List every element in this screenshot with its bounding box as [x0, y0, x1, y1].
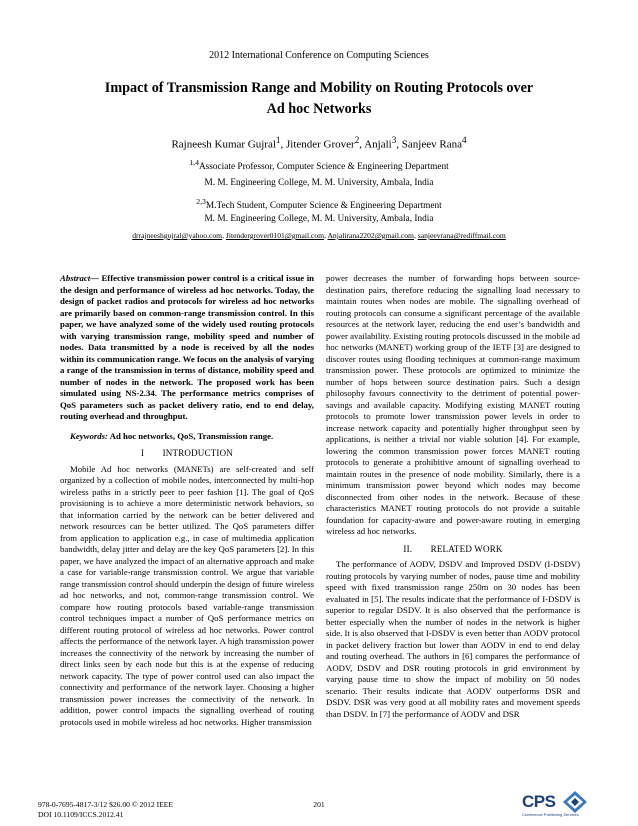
paper-title: [60, 78, 578, 120]
abstract: [60, 273, 314, 423]
footer-doi: DOI 10.1109/ICCS.2012.41: [38, 810, 124, 819]
section-heading-introduction: I INTRODUCTION: [141, 448, 233, 458]
keywords-text: Ad hoc networks, QoS, Transmission range.: [107, 430, 274, 441]
author-4: Sanjeev Rana: [401, 138, 462, 151]
email-link-1[interactable]: drrajneeshgujral@yahoo.com: [132, 231, 223, 240]
keywords: [60, 431, 314, 443]
author-4-sup: 4: [461, 135, 467, 145]
affiliation-text-1: Associate Professor, Computer Science & Engineering Department: [198, 162, 449, 173]
author-2-sup: 2: [354, 135, 360, 145]
abstract-text: — Effective transmission power control is a critical issue in the design and performance of wireless ad hoc networks. Today, the design of packet radios and protocols for wireless ad hoc networks are primarily based on common-range transmission control. In this paper, we have analyzed some of the widely used routing protocols with varying transmission range, mobility speed and number of nodes. Data transmitted by a node is received by all the nodes within its communication range. We focus on the analysis of varying a range of the transmission in terms of distance, mobility speed and number of nodes in the network. The proposed work has been simulated using NS-2.34. The performance metrics comprises of QoS parameters such as packet delivery ratio, end to end delay, routing overhead and throughput.: [60, 273, 314, 421]
cps-logo-text: CPS: [522, 792, 556, 811]
section-heading-related-work: II. RELATED WORK: [403, 543, 503, 554]
abstract-label: Abstract: [60, 273, 91, 283]
affiliation-sup-1: 1,4: [189, 158, 199, 167]
author-1: Rajneesh Kumar Gujral: [171, 138, 276, 151]
author-3: Anjali: [364, 138, 392, 151]
author-2: Jitender Grover: [285, 138, 355, 151]
email-link-2[interactable]: Jitendergrover0101@gmail.com: [225, 231, 325, 240]
title-line-2: Ad hoc Networks: [266, 101, 372, 117]
affiliation-line-2: M. M. Engineering College, M. M. University, Ambala, India: [204, 178, 434, 188]
affiliation-sup-2: 2,3: [196, 197, 206, 206]
author-sep: ,: [396, 138, 402, 151]
affiliation-line-4: M. M. Engineering College, M. M. University, Ambala, India: [204, 214, 434, 224]
email-list: drrajneeshgujral@yahoo.com, Jitendergrover0101@gmail.com, Anjalirana2202@gmail.com, sanjeevrana@rediffmail.com: [132, 231, 506, 240]
email-link-4[interactable]: sanjeevrana@rediffmail.com: [417, 231, 506, 240]
author-sep: ,: [280, 138, 286, 151]
cps-logo-icon: [560, 790, 590, 814]
email-link-3[interactable]: Anjalirana2202@gmail.com: [327, 231, 414, 240]
page-number: 201: [313, 800, 325, 809]
affiliation-line-3: [0, 197, 638, 211]
right-column: [326, 273, 580, 720]
cps-logo: [522, 790, 594, 820]
cps-logo-subtitle: Conference Publishing Services: [522, 812, 579, 817]
author-sep: ,: [359, 138, 365, 151]
affiliation-line-1: [0, 158, 638, 172]
title-line-1: Impact of Transmission Range and Mobility on Routing Protocols over: [104, 80, 534, 96]
related-work-paragraph: The performance of AODV, DSDV and Improved DSDV (I-DSDV) routing protocols by varying number of nodes, pause time and mobility speed with fixed transmission range 250m on 30 nodes has been evaluated in [5]. The results indicate that the performance of I-DSDV is superior to regular DSDV. It is also observed that the performance is better especially when the number of nodes in the network is higher side. It is also observed that I-DSDV is even better than AODV protocol in packet delivery fraction but lower than AODV in end to end delay and routing overhead. The authors in [6] compares the performance of AODV, DSDV and DSR routing protocols in grid environment by varying pause time to show the impact of mobility on 50 nodes scenario. Their results indicate that AODV outperforms DSR and DSDV. DSR was very good at all mobility rates and movement speeds than DSDV. In [7] the performance of AODV and DSR: [326, 559, 580, 719]
footer-isbn: 978-0-7695-4817-3/12 $26.00 © 2012 IEEE: [38, 800, 174, 809]
keywords-label: Keywords:: [70, 430, 108, 441]
author-1-sup: 1: [275, 135, 281, 145]
intro-continued-paragraph: power decreases the number of forwarding hops between source-destination pairs, therefore reducing the signalling load necessary to maintain routes when nodes are mobile. The signalling overhead of routing protocols can consume a significant percentage of the available resources at the network layer, reducing the end user’s bandwidth and power availability. Existing routing protocols discussed in the mobile ad hoc networks (MANET) working group of the IETF [3] are designed to discover routes using flooding techniques at common-range maximum transmission power. These protocols are optimized to minimize the number of hops between source destination pairs. Such a design philosophy favours connectivity to the detriment of potential power-savings and available capacity. Modifying existing MANET routing protocols to promote lower transmission power levels in order to increase network capacity and potentially higher throughput seen by applications, is neither a trivial nor viable solution [4]. For example, lowering the common transmission power forces MANET routing protocols to generate a prohibitive amount of signalling overhead to maintain routes in the presence of node mobility. Similarly, there is a minimum transmission power beyond which nodes may become disconnected from other nodes in the network. Because of these characteristics MANET routing protocols do not provide a suitable foundation for capacity-aware and power-aware routing in emerging wireless ad hoc networks.: [326, 273, 580, 536]
author-list: [0, 135, 638, 151]
conference-name: 2012 International Conference on Computing Sciences: [209, 50, 429, 61]
left-column: [60, 273, 314, 728]
affiliation-text-3: M.Tech Student, Computer Science & Engineering Department: [205, 201, 442, 212]
intro-paragraph: Mobile Ad hoc networks (MANETs) are self-created and self organized by a collection of mobile nodes, interconnected by multi-hop wireless paths in a strictly peer to peer fashion [1]. The goal of QoS provisioning is to achieve a more deterministic network behaviors, so that information carried by the network can be better delivered and network resources can be better utilized. The QoS parameters differ from application to application e.g., in case of multimedia application bandwidth, delay jitter and delay are the key QoS parameters [2]. In this paper, we have analyzed the impact of an alternative approach and make a case for variable-range transmission control. We argue that variable range transmission control should underpin the design of future wireless ad hoc networks, and not, common-range transmission control. We compare how routing protocols based variable-range transmission control techniques impact a number of QoS performance metrics on different routing protocol of wireless ad hoc networks. Power control affects the performance of the network layer. A high transmission power increases the connectivity of the network by increasing the number of direct links seen by each node but this is at the expense of reducing network capacity. The type of power control used can also impact the connectivity and performance of the network layer. Choosing a higher transmission power increases the connectivity of the network. In addition, power control impacts the signalling overhead of routing protocols used in mobile wireless ad hoc networks. Higher transmission: [60, 463, 314, 727]
author-3-sup: 3: [391, 135, 397, 145]
